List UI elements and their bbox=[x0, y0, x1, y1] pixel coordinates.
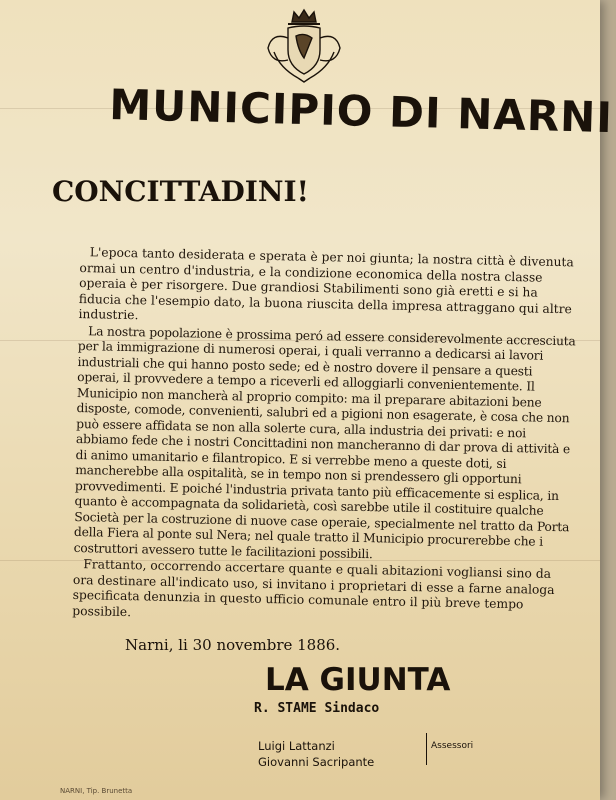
signature-title: LA GIUNTA bbox=[265, 662, 451, 698]
crowned-coat-of-arms-icon bbox=[258, 8, 350, 84]
printer-credit: NARNI, Tip. Brunetta bbox=[60, 787, 133, 795]
poster-body bbox=[72, 245, 580, 630]
assessors-label: Assessori bbox=[431, 741, 474, 751]
assessor-name: Giovanni Sacripante bbox=[258, 755, 375, 769]
assessors-bracket bbox=[418, 733, 427, 765]
date-line: Narni, li 30 novembre 1886. bbox=[125, 636, 341, 654]
paragraph-3: Frattanto, occorrendo accertare quante e quali abitazioni vogliansi sino da ora destinare all'indicato uso, si invitano i proprietari di esse a farne analoga specificata denunzia in questo ufficio comunale entro il più breve tempo possibile. bbox=[72, 557, 555, 619]
paragraph-1: L'epoca tanto desiderata e sperata è per noi giunta; la nostra città è divenuta ormai un centro d'industria, e la condizione economica della nostra classe operaia è per risorgere. Due grandiosi Stabilimenti sono già eretti e si ha fiducia che l'esempio dato, la buona riuscita della impresa attraggano qui altre industrie. bbox=[78, 245, 574, 323]
poster-title: MUNICIPIO DI NARNI bbox=[108, 80, 614, 143]
paragraph-2: La nostra popolazione è prossima peró ad essere considerevolmente accresciuta per la immigrazione di numerosi operai, i quali verranno a dedicarsi ai lavori industriali che qui hanno posto sede; ed è nostro dovere il pensare a questi operai, il provvedere a tempo a riceverli ed alloggiarli convenientemente. Il Municipio non mancherà al proprio compito: ma il preparare abitazioni bene disposte, comode, convenienti, salubri ed a pigioni non esagerate, è cosa che non può essere affidata se non alla solerte cura, alla industria dei privati: e noi abbiamo fede che i nostri Concittadini non mancheranno di dar prova di attività e di animo umanitario e filantropico. E si verrebbe meno a queste doti, si mancherebbe alla ospitalità, se in tempo non si prendessero gli opportuni provvedimenti. E poiché l'industria privata tanto più efficacemente si esplica, in quanto è accompagnata da solidarietà, così sarebbe utile il costituire qualche Società per la costruzione di nuove case operaie, specialmente nel tratto da Porta della Fiera al ponte sul Nera; nel quale tratto il Municipio procurerebbe che i costruttori avessero tutte le facilitazioni possibili. bbox=[73, 323, 576, 561]
mayor-signature: R. STAME Sindaco bbox=[254, 701, 380, 716]
assessor-name: Luigi Lattanzi bbox=[258, 739, 335, 753]
poster-greeting: CONCITTADINI! bbox=[52, 175, 309, 208]
